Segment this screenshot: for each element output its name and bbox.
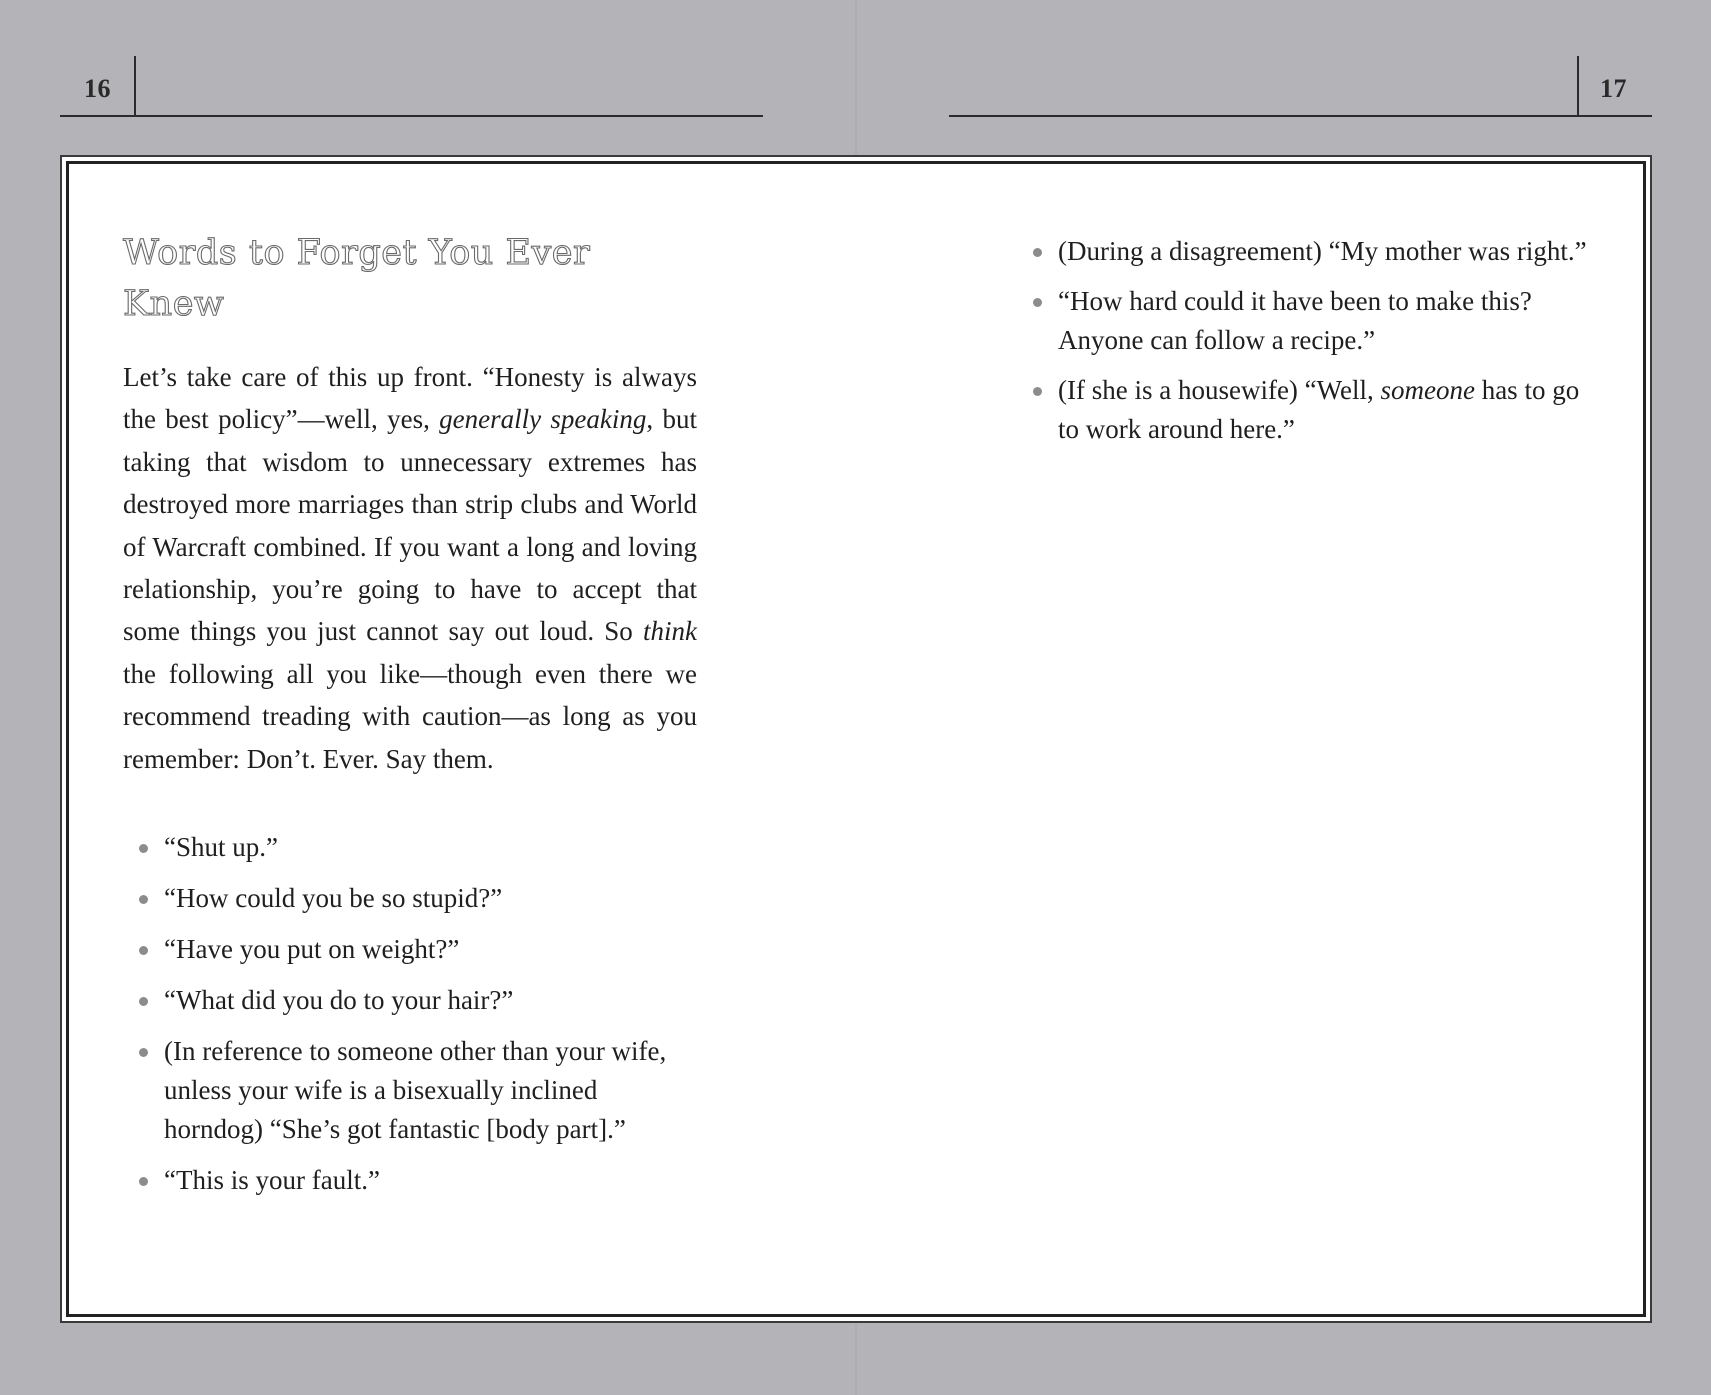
intro-emphasis-1: generally speaking <box>439 404 647 435</box>
list-item-text: “Shut up.” <box>164 832 278 862</box>
bullet-dot-icon <box>1033 387 1042 396</box>
section-title: Words to Forget You Ever Knew <box>123 233 591 324</box>
list-item-text-before: (If she is a housewife) “Well, <box>1058 375 1381 405</box>
list-item <box>1017 282 1597 360</box>
running-head-left <box>60 56 763 117</box>
list-item <box>1017 371 1597 449</box>
bullet-list-right <box>1017 232 1597 460</box>
intro-emphasis-2: think <box>643 616 697 647</box>
list-item-text: (In reference to someone other than your wife, unless your wife is a bisexually inclined horndog) “She’s got fantastic [body part].” <box>164 1036 667 1144</box>
list-item-text: “How could you be so stupid?” <box>164 883 503 913</box>
bullet-dot-icon <box>139 1048 148 1057</box>
intro-paragraph <box>123 356 697 780</box>
page-number-right: 17 <box>1600 74 1627 103</box>
left-column <box>123 228 697 780</box>
bullet-dot-icon <box>139 895 148 904</box>
bullet-dot-icon <box>1033 298 1042 307</box>
running-head-right-rule <box>949 115 1652 117</box>
list-item-text: “How hard could it have been to make this? Anyone can follow a recipe.” <box>1058 286 1532 355</box>
running-head-right-tick <box>1577 56 1579 117</box>
list-item <box>123 981 683 1020</box>
bullet-dot-icon <box>1033 248 1042 257</box>
intro-text-1: Let’s take care of this up front. “Honesty is always the best policy”—well, yes, <box>123 362 697 435</box>
running-head-right <box>949 56 1652 117</box>
list-item-text: (During a disagreement) “My mother was right.” <box>1058 236 1587 266</box>
list-item <box>123 828 683 867</box>
list-item-text: “Have you put on weight?” <box>164 934 460 964</box>
bullet-dot-icon <box>139 997 148 1006</box>
list-item <box>123 879 683 918</box>
bullet-dot-icon <box>139 1177 148 1186</box>
list-item <box>123 1032 683 1149</box>
page-number-left: 16 <box>84 74 111 103</box>
list-item-text: “This is your fault.” <box>164 1165 380 1195</box>
list-item <box>123 1161 683 1200</box>
list-item <box>1017 232 1597 271</box>
intro-text-3: the following all you like—though even there we recommend treading with caution—as long as you remember: Don’t. Ever. Say them. <box>123 658 697 774</box>
running-head-left-tick <box>134 56 136 117</box>
list-item-text: “What did you do to your hair?” <box>164 985 514 1015</box>
list-item <box>123 930 683 969</box>
running-head-left-rule <box>60 115 763 117</box>
bullet-dot-icon <box>139 844 148 853</box>
intro-text-2: , but taking that wisdom to unnecessary extremes has destroyed more marriages than strip clubs and World of Warcraft combined. If you want a long and loving relationship, you’re going to have to accept that some things you just cannot say out loud. So <box>123 404 697 647</box>
list-item-text-after: has to go to work around here.” <box>1058 375 1580 444</box>
bullet-dot-icon <box>139 946 148 955</box>
bullet-list-left <box>123 828 683 1212</box>
list-item-emphasis: someone <box>1380 375 1475 405</box>
